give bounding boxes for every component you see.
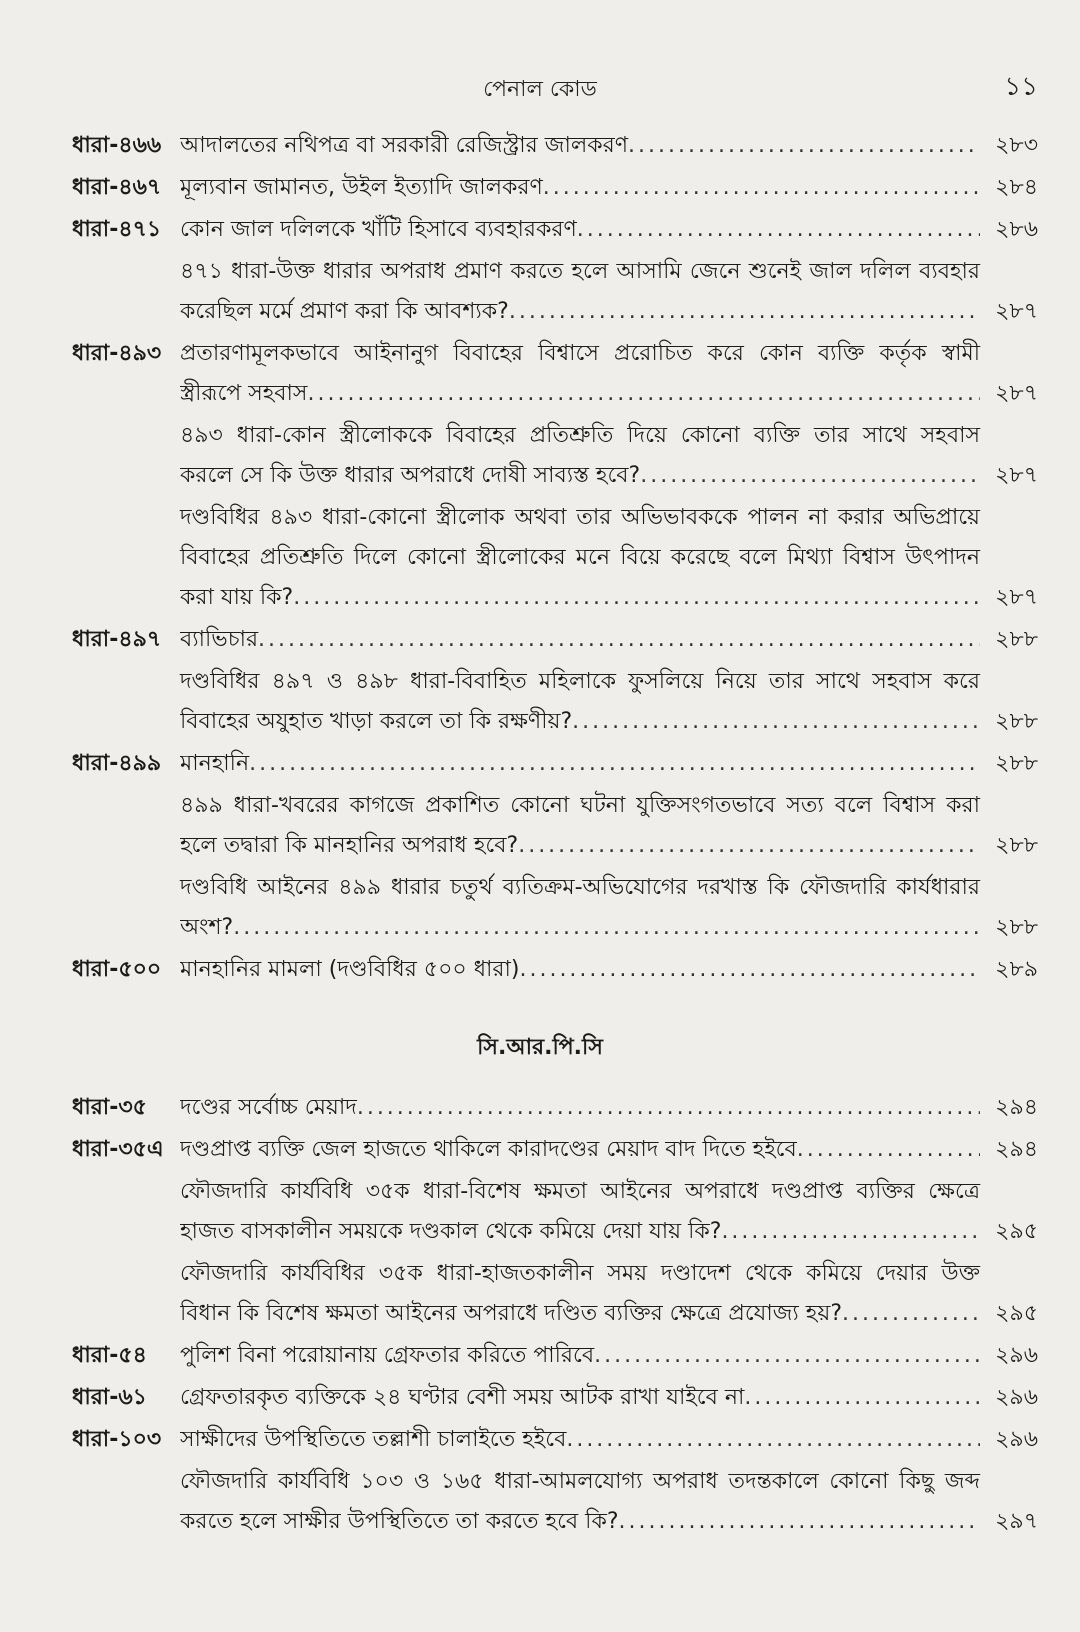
entry-title: ৪৯৯ ধারা-খবরের কাগজে প্রকাশিত কোনো ঘটনা যুক্তিসংগতভাবে সত্য বলে বিশ্বাস করা (180, 793, 980, 818)
toc-entry[interactable] (0, 868, 1080, 948)
page-ref: ২৮৭ (995, 463, 1038, 488)
page-ref: ২৮৮ (995, 627, 1038, 652)
entry-title: সাক্ষীদের উপস্থিতিতে তল্লাশী চালাইতে হইবে (180, 1427, 567, 1452)
dot-leader (572, 702, 980, 742)
entry-text-row (180, 578, 980, 618)
section-number: ধারা-৪৭১ (72, 217, 162, 242)
toc-line (0, 498, 1080, 538)
toc-line (0, 1336, 1080, 1376)
toc-line (0, 786, 1080, 826)
toc-line (0, 744, 1080, 784)
toc-line (0, 702, 1080, 742)
toc-entry[interactable] (0, 168, 1080, 208)
dot-leader (518, 826, 980, 866)
section-number: ধারা-৪৯৩ (72, 341, 162, 366)
section-number: ধারা-৪৯৭ (72, 627, 162, 652)
entry-text-row (180, 1294, 980, 1334)
entry-text-row (180, 210, 980, 250)
page-ref: ২৮৮ (995, 709, 1038, 734)
entry-title: বিবাহের প্রতিশ্রুতি দিলে কোনো স্ত্রীলোকের মনে বিয়ে করেছে বলে মিথ্যা বিশ্বাস উৎপাদন (180, 545, 980, 570)
section-number: ধারা-৩৫এ (72, 1137, 164, 1162)
running-header: পেনাল কোড (483, 77, 597, 102)
entry-text-row (180, 456, 980, 496)
toc-entry[interactable] (0, 1378, 1080, 1418)
toc-line (0, 826, 1080, 866)
dot-leader (594, 1336, 980, 1376)
page-ref: ২৯৫ (995, 1301, 1038, 1326)
toc-line (0, 126, 1080, 166)
toc-line (0, 868, 1080, 908)
dot-leader (797, 1130, 980, 1170)
entry-text-row (180, 126, 980, 166)
toc-line (0, 578, 1080, 618)
toc-entry[interactable] (0, 744, 1080, 784)
toc-line (0, 908, 1080, 948)
page-ref: ২৯৪ (995, 1095, 1038, 1120)
entry-text-row (180, 826, 980, 866)
entry-text-row (180, 1420, 980, 1460)
entry-title: ফৌজদারি কার্যবিধি ১০৩ ও ১৬৫ ধারা-আমলযোগ্য অপরাধ তদন্তকালে কোনো কিছু জব্দ (180, 1469, 980, 1494)
entry-title: ৪৯৩ ধারা-কোন স্ত্রীলোককে বিবাহের প্রতিশ্রুতি দিয়ে কোনো ব্যক্তি তার সাথে সহবাস (180, 423, 980, 448)
toc-line (0, 1420, 1080, 1460)
dot-leader (293, 578, 980, 618)
entry-text-row (180, 292, 980, 332)
toc-entry[interactable] (0, 1172, 1080, 1252)
entry-title: করতে হলে সাক্ষীর উপস্থিতিতে তা করতে হবে কি? (180, 1509, 619, 1534)
toc-line (0, 1130, 1080, 1170)
toc-line (0, 1172, 1080, 1212)
page-ref: ২৯৬ (995, 1427, 1038, 1452)
dot-leader (357, 1088, 980, 1128)
page-ref: ২৮৭ (995, 299, 1038, 324)
page-ref: ২৮৯ (995, 957, 1038, 982)
entry-text-row (180, 1088, 980, 1128)
toc-line (0, 168, 1080, 208)
toc-entry[interactable] (0, 1088, 1080, 1128)
toc-line (0, 1462, 1080, 1502)
entry-title: মূল্যবান জামানত, উইল ইত্যাদি জালকরণ (180, 175, 543, 200)
entry-title: হাজত বাসকালীন সময়কে দণ্ডকাল থেকে কমিয়ে দেয়া যায় কি? (180, 1219, 722, 1244)
dot-leader (509, 292, 980, 332)
toc-line (0, 1294, 1080, 1334)
entry-title: দণ্ডবিধি আইনের ৪৯৯ ধারার চতুর্থ ব্যতিক্রম-অভিযোগের দরখাস্ত কি ফৌজদারি কার্যধারার (180, 875, 980, 900)
toc-line (0, 1212, 1080, 1252)
dot-leader (307, 374, 980, 414)
entry-text-row (180, 374, 980, 414)
toc-entry[interactable] (0, 210, 1080, 250)
section-number: ধারা-৪৬৭ (72, 175, 162, 200)
dot-leader (577, 210, 980, 250)
entry-title: করলে সে কি উক্ত ধারার অপরাধে দোষী সাব্যস্ত হবে? (180, 463, 641, 488)
toc-entry[interactable] (0, 1254, 1080, 1334)
toc-entry[interactable] (0, 620, 1080, 660)
toc-line (0, 1088, 1080, 1128)
page-ref: ২৯৬ (995, 1385, 1038, 1410)
toc-line (0, 950, 1080, 990)
toc-line (0, 1502, 1080, 1542)
dot-leader (543, 168, 980, 208)
entry-text-row (180, 1336, 980, 1376)
section-number: ধারা-৫০০ (72, 957, 162, 982)
entry-title: বিধান কি বিশেষ ক্ষমতা আইনের অপরাধে দণ্ডিত ব্যক্তির ক্ষেত্রে প্রযোজ্য হয়? (180, 1301, 842, 1326)
section-heading: সি.আর.পি.সি (477, 1035, 603, 1060)
entry-title: করা যায় কি? (180, 585, 294, 610)
page-ref: ২৮৮ (995, 751, 1038, 776)
page-ref: ২৮৮ (995, 833, 1038, 858)
toc-entry[interactable] (0, 416, 1080, 496)
toc-entry[interactable] (0, 1336, 1080, 1376)
entry-title: মানহানি (180, 751, 250, 776)
toc-entry[interactable] (0, 1130, 1080, 1170)
entry-text-row (180, 702, 980, 742)
section-number: ধারা-৫৪ (72, 1343, 147, 1368)
toc-line (0, 1378, 1080, 1418)
entry-title: গ্রেফতারকৃত ব্যক্তিকে ২৪ ঘণ্টার বেশী সময় আটক রাখা যাইবে না (180, 1385, 745, 1410)
page-ref: ২৯৪ (995, 1137, 1038, 1162)
entry-text-row (180, 744, 980, 784)
toc-entry[interactable] (0, 950, 1080, 990)
entry-title: বিবাহের অযুহাত খাড়া করলে তা কি রক্ষণীয়? (180, 709, 573, 734)
page-ref: ২৮৭ (995, 585, 1038, 610)
entry-text-row (180, 620, 980, 660)
page-ref: ২৯৬ (995, 1343, 1038, 1368)
dot-leader (519, 950, 980, 990)
dot-leader (721, 1212, 980, 1252)
section-number: ধারা-৬১ (72, 1385, 147, 1410)
entry-title: ৪৭১ ধারা-উক্ত ধারার অপরাধ প্রমাণ করতে হলে আসামি জেনে শুনেই জাল দলিল ব্যবহার (180, 259, 980, 284)
dot-leader (744, 1378, 980, 1418)
toc-entry[interactable] (0, 126, 1080, 166)
entry-title: দণ্ডপ্রাপ্ত ব্যক্তি জেল হাজতে থাকিলে কারাদণ্ডের মেয়াদ বাদ দিতে হইবে (180, 1137, 797, 1162)
entry-title: কোন জাল দলিলকে খাঁটি হিসাবে ব্যবহারকরণ (180, 217, 577, 242)
entry-text-row (180, 1130, 980, 1170)
dot-leader (566, 1420, 980, 1460)
page-ref: ২৯৭ (995, 1509, 1038, 1534)
section-number: ধারা-১০৩ (72, 1427, 162, 1452)
section-number: ধারা-৪৬৬ (72, 133, 162, 158)
entry-text-row (180, 168, 980, 208)
entry-title: মানহানির মামলা (দণ্ডবিধির ৫০০ ধারা) (180, 957, 520, 982)
toc-entry[interactable] (0, 1462, 1080, 1542)
toc-entry[interactable] (0, 1420, 1080, 1460)
toc-entry[interactable] (0, 498, 1080, 618)
entry-title: দণ্ডবিধির ৪৯৭ ও ৪৯৮ ধারা-বিবাহিত মহিলাকে ফুসলিয়ে নিয়ে তার সাথে সহবাস করে (180, 669, 980, 694)
toc-line (0, 416, 1080, 456)
toc-line (0, 334, 1080, 374)
entry-text-row (180, 950, 980, 990)
toc-entry[interactable] (0, 334, 1080, 414)
entry-title: আদালতের নথিপত্র বা সরকারী রেজিস্ট্রার জালকরণ (180, 133, 629, 158)
entry-title: ব্যাভিচার (180, 627, 259, 652)
page-number: ১১ (1004, 72, 1038, 102)
dot-leader (258, 620, 980, 660)
toc-line (0, 538, 1080, 578)
toc-entry[interactable] (0, 252, 1080, 332)
dot-leader (628, 126, 980, 166)
entry-text-row (180, 908, 980, 948)
dot-leader (842, 1294, 980, 1334)
toc-line (0, 374, 1080, 414)
entry-title: দণ্ডবিধির ৪৯৩ ধারা-কোনো স্ত্রীলোক অথবা তার অভিভাবককে পালন না করার অভিপ্রায়ে (180, 505, 980, 530)
entry-title: স্ত্রীরূপে সহবাস (180, 381, 308, 406)
entry-title: ফৌজদারি কার্যবিধি ৩৫ক ধারা-বিশেষ ক্ষমতা আইনের অপরাধে দণ্ডপ্রাপ্ত ব্যক্তির ক্ষেত্রে (180, 1179, 980, 1204)
toc-line (0, 210, 1080, 250)
dot-leader (640, 456, 980, 496)
entry-title: প্রতারণামূলকভাবে আইনানুগ বিবাহের বিশ্বাসে প্ররোচিত করে কোন ব্যক্তি কর্তৃক স্বামী (180, 341, 980, 366)
toc-line (0, 292, 1080, 332)
toc-line (0, 662, 1080, 702)
page-ref: ২৯৫ (995, 1219, 1038, 1244)
page-ref: ২৮৪ (995, 175, 1038, 200)
page-ref: ২৮৬ (995, 217, 1038, 242)
entry-text-row (180, 1212, 980, 1252)
page-ref: ২৮৮ (995, 915, 1038, 940)
section-number: ধারা-৪৯৯ (72, 751, 162, 776)
dot-leader (619, 1502, 980, 1542)
entry-text-row (180, 1378, 980, 1418)
entry-title: করেছিল মর্মে প্রমাণ করা কি আবশ্যক? (180, 299, 509, 324)
dot-leader (249, 744, 980, 784)
entry-title: পুলিশ বিনা পরোয়ানায় গ্রেফতার করিতে পারিবে (180, 1343, 595, 1368)
page-ref: ২৮৩ (995, 133, 1038, 158)
toc-line (0, 1254, 1080, 1294)
dot-leader (233, 908, 980, 948)
entry-title: ফৌজদারি কার্যবিধির ৩৫ক ধারা-হাজতকালীন সময় দণ্ডাদেশ থেকে কমিয়ে দেয়ার উক্ত (180, 1261, 980, 1286)
entry-title: অংশ? (180, 915, 234, 940)
entry-text-row (180, 1502, 980, 1542)
toc-entry[interactable] (0, 662, 1080, 742)
toc-entry[interactable] (0, 786, 1080, 866)
page-ref: ২৮৭ (995, 381, 1038, 406)
toc-line (0, 252, 1080, 292)
entry-title: দণ্ডের সর্বোচ্চ মেয়াদ (180, 1095, 357, 1120)
entry-title: হলে তদ্বারা কি মানহানির অপরাধ হবে? (180, 833, 519, 858)
toc-line (0, 620, 1080, 660)
section-number: ধারা-৩৫ (72, 1095, 147, 1120)
toc-line (0, 456, 1080, 496)
